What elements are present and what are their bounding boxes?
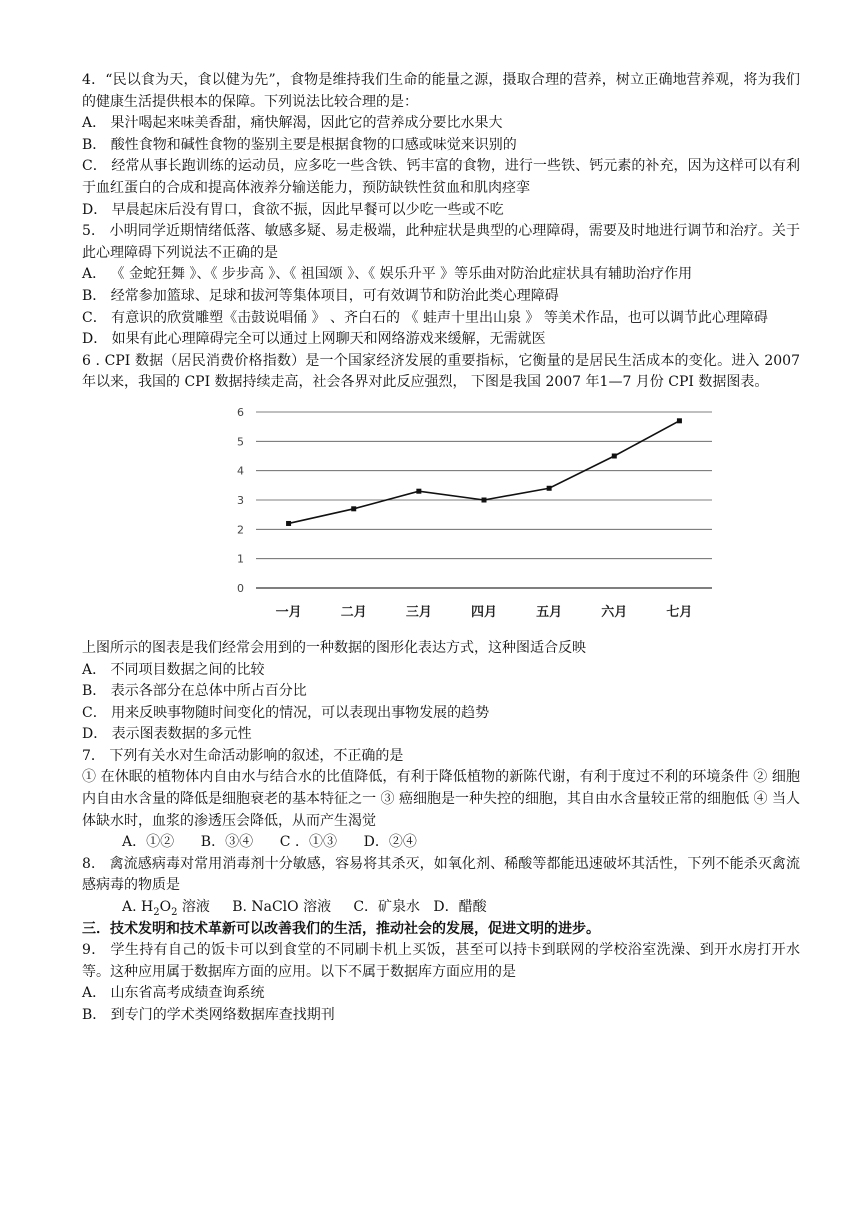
x-tick-label: 四月 <box>470 604 498 620</box>
question-6 <box>82 351 800 746</box>
q8-options <box>82 897 800 919</box>
section-3-heading: 三．技术发明和技术革新可以改善我们的生活，推动社会的发展，促进文明的进步。 <box>82 920 600 937</box>
x-tick-label: 一月 <box>275 604 302 620</box>
q4-stem: 4．“民以食为天，食以健为先”，食物是维持我们生命的能量之源，摄取合理的营养，树立正确地营养观，将为我们的健康生活提供根本的保障。下列说法比较合理的是： <box>82 72 800 110</box>
x-tick-label: 三月 <box>405 604 432 620</box>
cpi-line-chart <box>226 400 716 634</box>
q8-option-a-sub1: 2 <box>153 906 160 918</box>
x-tick-label: 五月 <box>536 604 563 620</box>
q8-option-a-prefix: A. H <box>122 899 154 916</box>
q7-options: A．①② B．③④ C ．①③ D．②④ <box>122 834 417 851</box>
data-point <box>547 486 552 491</box>
q6-option-b: B． 表示各部分在总体中所占百分比 <box>82 683 307 700</box>
series-line <box>289 421 680 524</box>
data-point <box>482 497 487 502</box>
data-point <box>286 521 291 526</box>
data-point <box>677 418 682 423</box>
q4-option-c: C． 经常从事长跑训练的运动员，应多吃一些含铁、钙丰富的食物，进行一些铁、钙元素的补充，因为这样可以有利于血红蛋白的合成和提高体液养分输送能力，预防缺铁性贫血和肌肉痉挛 <box>82 158 800 196</box>
question-7 <box>82 746 800 854</box>
q8-option-a-suffix: 溶液 <box>177 899 210 916</box>
question-5 <box>82 221 800 351</box>
question-4 <box>82 70 800 221</box>
q9-stem: 9． 学生持有自己的饭卡可以到食堂的不同刷卡机上买饭，甚至可以持卡到联网的学校浴室洗澡、到开水房打开水等。这种应用属于数据库方面的应用。以下不属于数据库方面应用的是 <box>82 942 800 980</box>
question-8 <box>82 854 800 919</box>
y-tick-label: 0 <box>237 581 244 595</box>
y-tick-label: 3 <box>237 493 244 507</box>
x-tick-label: 二月 <box>340 604 367 620</box>
q5-option-d: D． 如果有此心理障碍完全可以通过上网聊天和网络游戏来缓解，无需就医 <box>82 331 546 348</box>
x-tick-label: 六月 <box>601 604 628 620</box>
x-tick-label: 七月 <box>666 604 693 620</box>
q8-option-a-mid: O <box>159 899 172 916</box>
q5-option-a: A． 《 金蛇狂舞 》、《 步步高 》、《 祖国颂 》、《 娱乐升平 》等乐曲对防治此症状具有辅助治疗作用 <box>82 266 693 283</box>
q8-stem: 8． 禽流感病毒对常用消毒剂十分敏感，容易将其杀灭，如氧化剂、稀酸等都能迅速破坏其活性，下列不能杀灭禽流感病毒的物质是 <box>82 855 800 894</box>
q6-option-d: D． 表示图表数据的多元性 <box>82 726 252 743</box>
y-tick-label: 2 <box>237 523 244 537</box>
cpi-chart <box>82 400 800 634</box>
y-tick-label: 4 <box>237 464 244 478</box>
q4-option-b: B． 酸性食物和碱性食物的鉴别主要是根据食物的口感或味觉来识别的 <box>82 136 517 153</box>
data-point <box>416 489 421 494</box>
q7-stem: 7． 下列有关水对生命活动影响的叙述，不正确的是 <box>82 747 404 764</box>
q6-option-c: C． 用来反映事物随时间变化的情况，可以表现出事物发展的趋势 <box>82 704 490 721</box>
data-point <box>351 506 356 511</box>
q9-option-a: A． 山东省高考成绩查询系统 <box>82 985 265 1002</box>
q5-option-c: C． 有意识的欣赏雕塑《击鼓说唱俑 》 、齐白石的 《 蛙声十里出山泉 》 等美术作品，也可以调节此心理障碍 <box>82 309 768 326</box>
q6-after-chart: 上图所示的图表是我们经常会用到的一种数据的图形化表达方式，这种图适合反映 <box>82 639 586 656</box>
q6-option-a: A． 不同项目数据之间的比较 <box>82 661 265 678</box>
y-tick-label: 6 <box>237 405 244 419</box>
question-9 <box>82 940 800 1026</box>
q8-option-a-sub2: 2 <box>171 906 178 918</box>
q5-stem: 5． 小明同学近期情绪低落、敏感多疑、易走极端，此种症状是典型的心理障碍，需要及时地进行调节和治疗。关于此心理障碍下列说法不正确的是 <box>82 223 800 261</box>
data-point <box>612 453 617 458</box>
q8-options-rest: B. NaClO 溶液 C．矿泉水 D．醋酸 <box>232 899 487 916</box>
q6-stem: 6 . CPI 数据（居民消费价格指数）是一个国家经济发展的重要指标，它衡量的是居民生活成本的变化。进入 2007 年以来，我国的 CPI 数据持续走高，社会各界对此反应强烈， 下图是我国 2007 年1—7 月份 CPI 数据图表。 <box>82 352 800 391</box>
q5-option-b: B． 经常参加篮球、足球和拔河等集体项目，可有效调节和防治此类心理障碍 <box>82 287 559 304</box>
q7-body: ① 在休眠的植物体内自由水与结合水的比值降低，有利于降低植物的新陈代谢，有利于度过不利的环境条件 ② 细胞内自由水含量的降低是细胞衰老的基本特征之一 ③ 癌细胞是一种失控的细胞，其自由水含量较正常的细胞低 ④ 当人体缺水时，血浆的渗透压会降低，从而产生渴觉 <box>82 769 800 829</box>
q9-option-b: B． 到专门的学术类网络数据库查找期刊 <box>82 1007 335 1023</box>
q4-option-a: A． 果汁喝起来味美香甜，痛快解渴，因此它的营养成分要比水果大 <box>82 115 503 132</box>
q4-option-d: D． 早晨起床后没有胃口，食欲不振，因此早餐可以少吃一些或不吃 <box>82 201 504 218</box>
y-tick-label: 1 <box>237 552 244 566</box>
y-tick-label: 5 <box>237 435 244 449</box>
